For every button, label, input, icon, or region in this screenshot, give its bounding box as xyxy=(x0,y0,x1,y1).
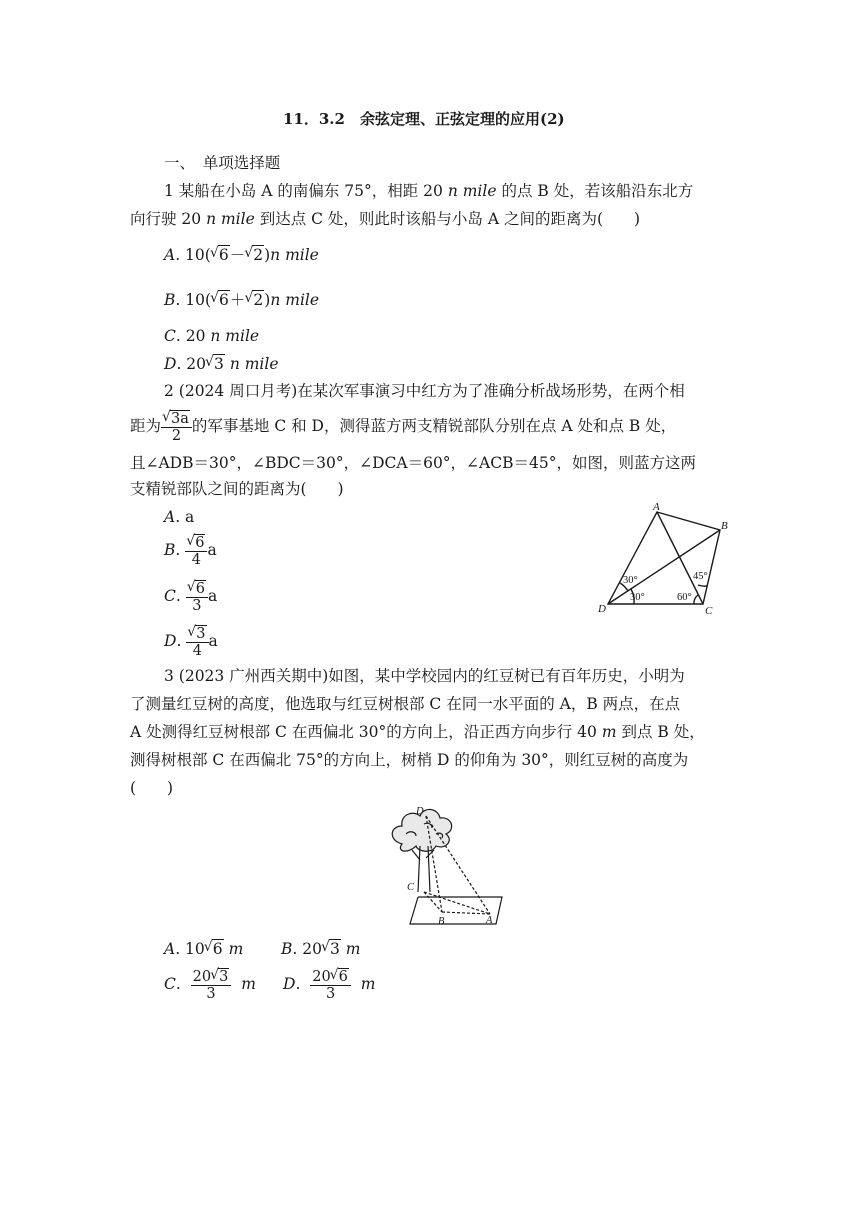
q2-line-3: 且∠ADB＝30°，∠BDC＝30°，∠DCA＝60°，∠ACB＝45°，如图，则蓝方这两 xyxy=(130,454,696,472)
q1-option-d[interactable]: D. 20√ 3 n mile xyxy=(164,353,279,375)
q2-angle-bdc: 30° xyxy=(630,592,645,603)
section-heading: 一、 单项选择题 xyxy=(164,154,281,172)
q1-line-1: 1 某船在小岛 A 的南偏东 75°，相距 20 n mile 的点 B 处，若该船沿东北方 xyxy=(164,182,694,200)
q2-line-2: 距为 √ $\frac{3a}{2}$ 的军事基地 C 和 D，测得蓝方两支精锐部队分别在点 A 处和点 B 处， xyxy=(130,402,676,450)
page-title: 11．3.2 余弦定理、正弦定理的应用(2) xyxy=(283,110,565,128)
q2-line-4: 支精锐部队之间的距离为( ) xyxy=(130,480,344,498)
q2-angle-acb: 45° xyxy=(693,571,708,582)
q2-label-a: A xyxy=(653,501,660,513)
q2-line-1: 2 (2024 周口月考)在某次军事演习中红方为了准确分析战场形势，在两个相 xyxy=(164,382,685,400)
q2-option-c[interactable]: C. √ $\frac{6}{3}$ a xyxy=(164,574,217,618)
q2-label-c: C xyxy=(705,605,713,617)
q3-option-a[interactable]: A. 10√ 6 m xyxy=(164,938,243,960)
q3-line-1: 3 (2023 广州西关期中)如图，某中学校园内的红豆树已有百年历史，小明为 xyxy=(164,667,685,685)
q1-line-2: 向行驶 20 n mile 到达点 C 处，则此时该船与小岛 A 之间的距离为( ) xyxy=(130,210,641,228)
q3-tree-trunk xyxy=(412,846,434,892)
q1-option-a[interactable]: A. 10(√ 6－√ 2)n mile xyxy=(164,244,319,266)
q3-line-4: 测得树根部 C 在西偏北 75°的方向上，树梢 D 的仰角为 30°，则红豆树的高度为 xyxy=(130,751,689,769)
q3-line-2: 了测量红豆树的高度，他选取与红豆树根部 C 在同一水平面的 A，B 两点，在点 xyxy=(130,695,681,713)
q3-dashed-ba xyxy=(442,912,490,914)
q1-option-c[interactable]: C. 20 n mile xyxy=(164,327,260,345)
q3-option-b[interactable]: B. 20√ 3 m xyxy=(281,938,360,960)
q2-label-d: D xyxy=(598,603,606,615)
q3-dashed-da xyxy=(426,816,490,914)
q2-option-a[interactable]: A. a xyxy=(164,508,195,526)
q2-arc-dca xyxy=(694,595,698,604)
q2-angle-adb: 30° xyxy=(623,575,638,586)
q3-option-d[interactable]: D. $\frac{20√ 6}{3}$ m xyxy=(283,962,375,1006)
q3-label-a: A xyxy=(486,915,493,926)
q2-diagonal-ac xyxy=(657,512,703,604)
q3-label-c: C xyxy=(407,882,415,893)
q3-label-d: D xyxy=(416,806,424,817)
q2-label-b: B xyxy=(721,520,728,532)
q3-label-b: B xyxy=(438,916,445,927)
q2-option-d[interactable]: D. √ $\frac{3}{4}$ a xyxy=(164,619,218,663)
q3-tree-figure xyxy=(380,800,505,930)
q2-quadrilateral-figure xyxy=(590,500,750,618)
q3-line-5: ( ) xyxy=(130,779,174,797)
q2-option-b[interactable]: B. √ $\frac{6}{4}$ a xyxy=(164,528,217,572)
q3-dashed-ca xyxy=(424,892,490,914)
q2-angle-dca: 60° xyxy=(677,592,692,603)
q2-diagonal-db xyxy=(608,530,720,604)
q1-option-b[interactable]: B. 10(√ 6＋√ 2)n mile xyxy=(164,289,319,311)
q2-arc-acb xyxy=(698,585,707,586)
q3-line-3: A 处测得红豆树根部 C 在西偏北 30°的方向上，沿正西方向步行 40 m 到点 B 处， xyxy=(130,723,705,741)
q3-option-c[interactable]: C. $\frac{20√ 3}{3}$ m xyxy=(164,962,256,1006)
